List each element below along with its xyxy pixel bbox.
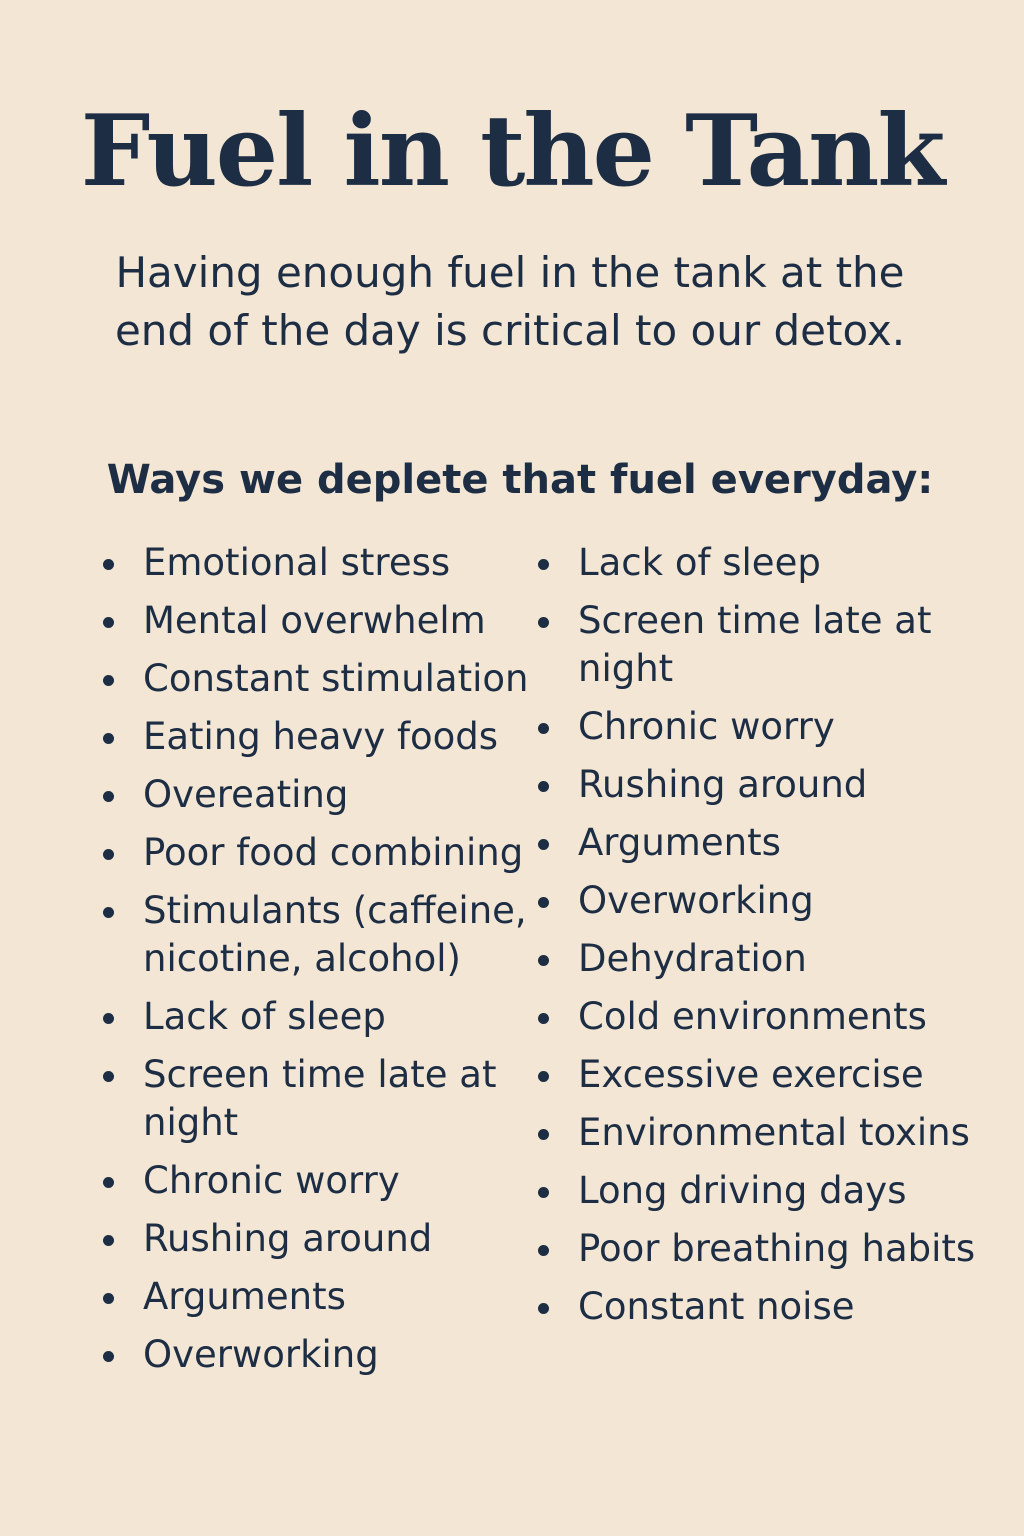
list-item: Lack of sleep <box>538 539 1008 587</box>
list-item: Arguments <box>103 1273 533 1321</box>
list-item: Screen time late at night <box>538 597 1008 693</box>
list-item: Excessive exercise <box>538 1051 1008 1099</box>
list-item: Constant stimulation <box>103 655 533 703</box>
list-item: Environmental toxins <box>538 1109 1008 1157</box>
list-item: Overworking <box>538 877 1008 925</box>
list-item: Rushing around <box>103 1215 533 1263</box>
list-item: Chronic worry <box>538 703 1008 751</box>
left-list <box>103 539 533 1389</box>
list-item: Poor food combining <box>103 829 533 877</box>
list-item: Emotional stress <box>103 539 533 587</box>
list-item: Cold environments <box>538 993 1008 1041</box>
list-item: Eating heavy foods <box>103 713 533 761</box>
list-item: Overworking <box>103 1331 533 1379</box>
list-item: Mental overwhelm <box>103 597 533 645</box>
list-item: Screen time late at night <box>103 1051 533 1147</box>
list-item: Rushing around <box>538 761 1008 809</box>
page-title: Fuel in the Tank <box>80 94 944 209</box>
intro-text: Having enough fuel in the tank at the end of the day is critical to our detox. <box>114 248 906 355</box>
list-item: Long driving days <box>538 1167 1008 1215</box>
list-item: Poor breathing habits <box>538 1225 1008 1273</box>
list-heading: Ways we deplete that fuel everyday: <box>106 457 934 503</box>
list-item: Stimulants (caffeine, nicotine, alcohol) <box>103 887 533 983</box>
list-item: Constant noise <box>538 1283 1008 1331</box>
right-list <box>538 539 1008 1341</box>
list-item: Dehydration <box>538 935 1008 983</box>
list-item: Lack of sleep <box>103 993 533 1041</box>
list-item: Overeating <box>103 771 533 819</box>
list-item: Arguments <box>538 819 1008 867</box>
list-item: Chronic worry <box>103 1157 533 1205</box>
